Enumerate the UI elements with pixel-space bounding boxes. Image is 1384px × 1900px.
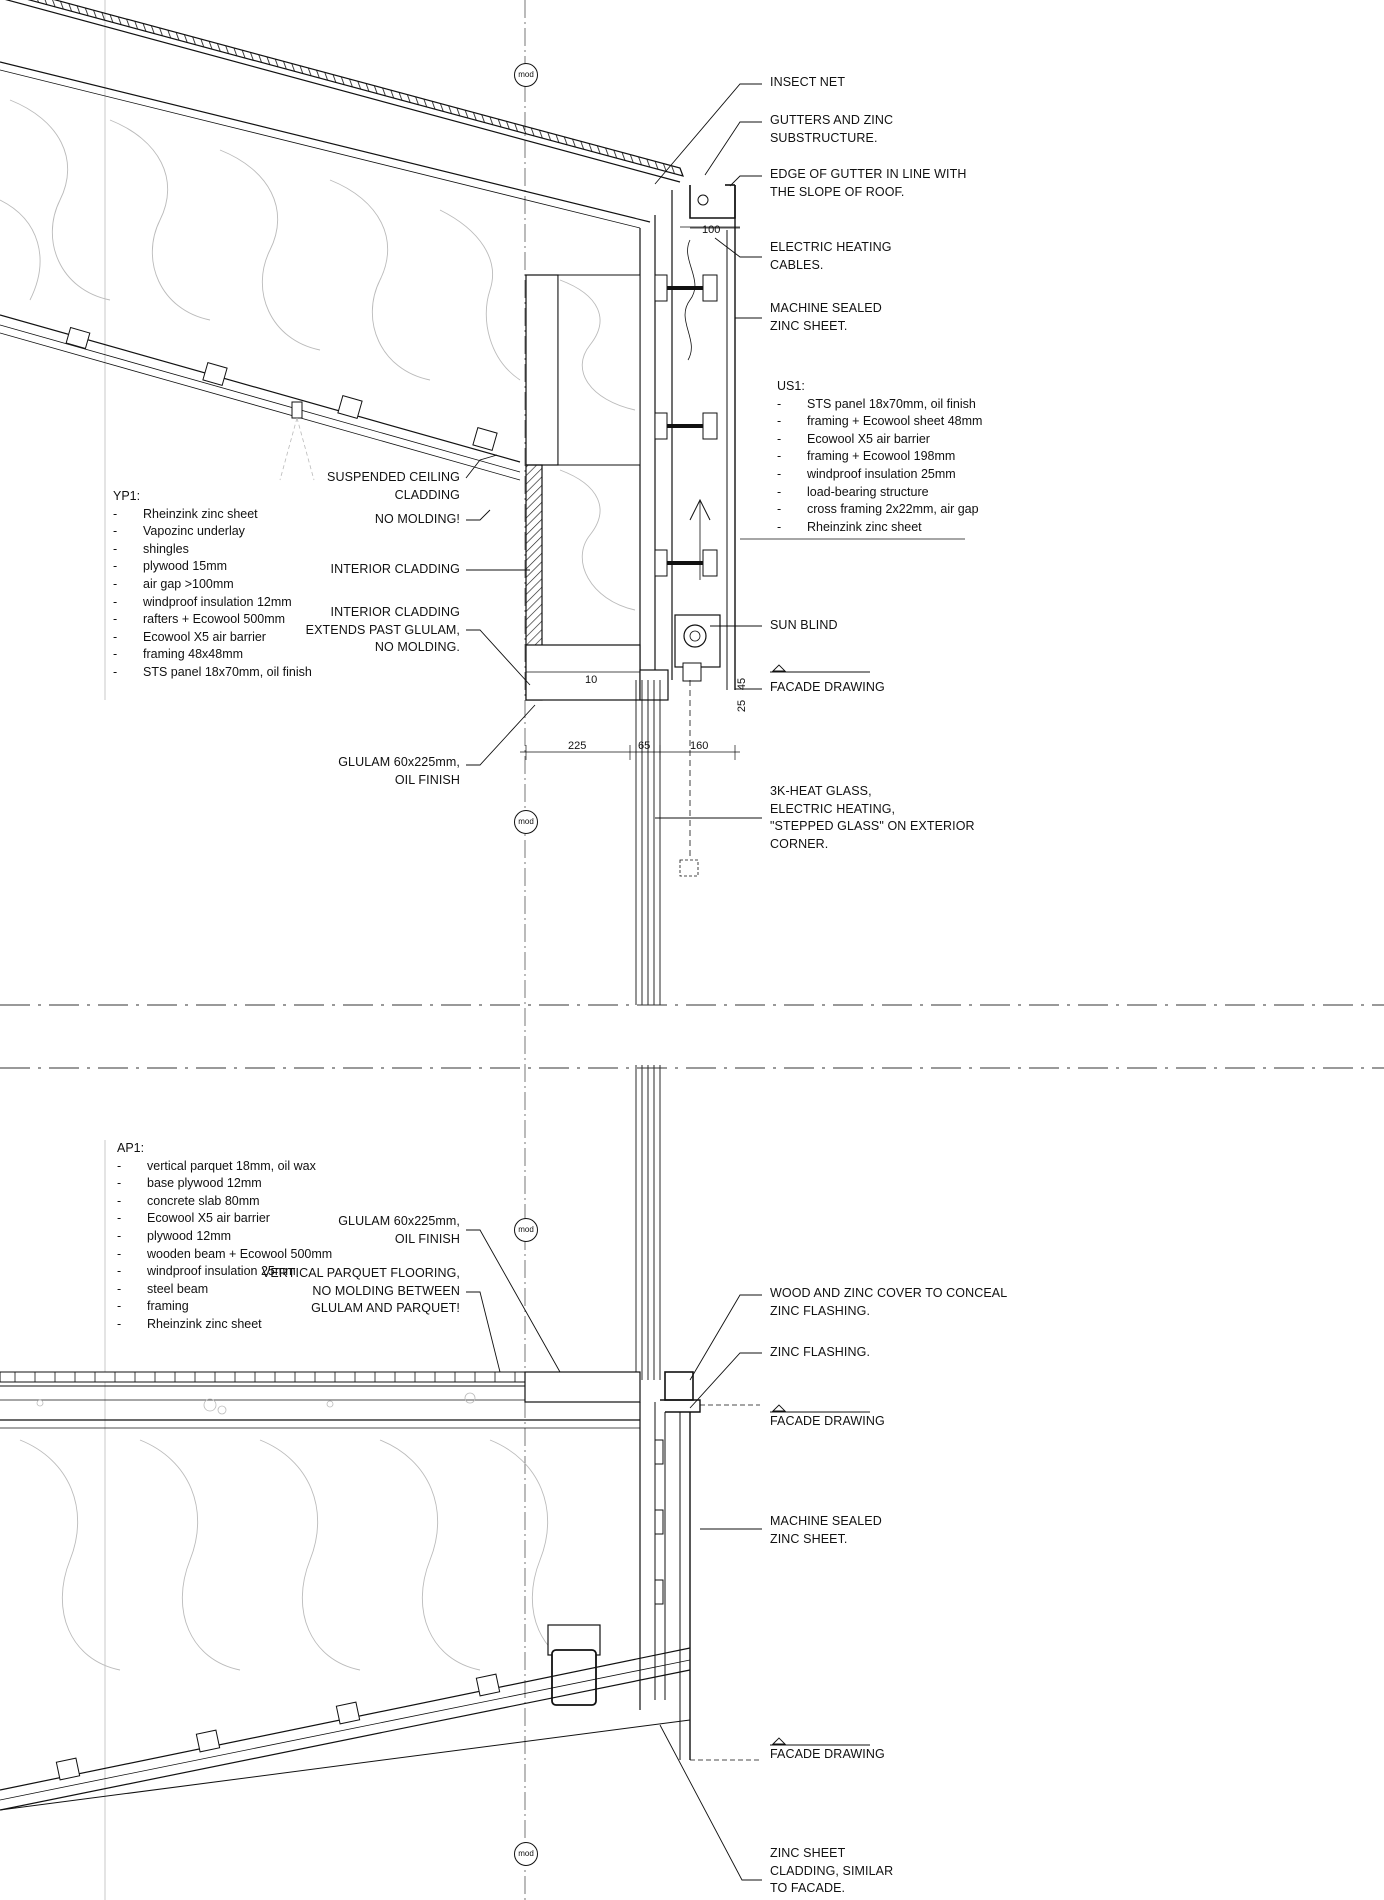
us1-spec <box>777 378 983 536</box>
dimension-gutter-100: 100 <box>702 224 721 236</box>
yp1-spec <box>113 488 312 682</box>
label-sun-blind: SUN BLIND <box>770 618 838 632</box>
dimension-65: 65 <box>638 740 651 752</box>
label-vertical-parquet: VERTICAL PARQUET FLOORING, NO MOLDING BETWEEN GLULAM AND PARQUET! <box>261 1266 460 1316</box>
list-item: - plywood 15mm <box>113 559 228 574</box>
list-item: - Rheinzink zinc sheet <box>777 519 922 534</box>
axis-marker-mod: mod <box>514 1218 538 1242</box>
dimension-10: 10 <box>585 674 598 686</box>
label-zinc-sheet-cladding: ZINC SHEET CLADDING, SIMILAR TO FACADE. <box>770 1846 894 1896</box>
list-item: - concrete slab 80mm <box>117 1193 260 1208</box>
list-item: - Vapozinc underlay <box>113 524 245 539</box>
list-item: - base plywood 12mm <box>117 1176 262 1191</box>
ap1-title: AP1: <box>117 1141 145 1155</box>
dimension-160: 160 <box>690 740 709 752</box>
label-facade-drawing-3: FACADE DRAWING <box>770 1747 885 1761</box>
us1-title: US1: <box>777 379 805 393</box>
label-wood-zinc-cover: WOOD AND ZINC COVER TO CONCEAL ZINC FLASHING. <box>770 1286 1008 1318</box>
list-item: - rafters + Ecowool 500mm <box>113 612 286 627</box>
ap1-spec <box>117 1140 333 1334</box>
list-item: - wooden beam + Ecowool 500mm <box>117 1246 333 1261</box>
label-glulam-top: GLULAM 60x225mm, OIL FINISH <box>338 755 460 787</box>
label-edge-of-gutter: EDGE OF GUTTER IN LINE WITH THE SLOPE OF ROOF. <box>770 167 967 199</box>
list-item: - air gap >100mm <box>113 576 234 591</box>
list-item: - windproof insulation 25mm <box>117 1264 296 1279</box>
label-zinc-flashing: ZINC FLASHING. <box>770 1345 871 1359</box>
label-machine-sealed-zinc-top: MACHINE SEALED ZINC SHEET. <box>770 301 882 333</box>
list-item: - STS panel 18x70mm, oil finish <box>777 396 976 411</box>
list-item: - vertical parquet 18mm, oil wax <box>117 1158 316 1173</box>
list-item: - framing + Ecowool 198mm <box>777 449 956 464</box>
axis-marker-mod: mod <box>514 63 538 87</box>
axis-marker-mod: mod <box>514 810 538 834</box>
list-item: - windproof insulation 25mm <box>777 466 956 481</box>
list-item: - Ecowool X5 air barrier <box>117 1211 270 1226</box>
label-interior-cladding: INTERIOR CLADDING <box>330 562 460 576</box>
list-item: - load-bearing structure <box>777 484 929 499</box>
label-heating-cables: ELECTRIC HEATING CABLES. <box>770 240 892 272</box>
list-item: - plywood 12mm <box>117 1228 232 1243</box>
list-item: - STS panel 18x70mm, oil finish <box>113 664 312 679</box>
label-gutters: GUTTERS AND ZINC SUBSTRUCTURE. <box>770 113 894 145</box>
axis-marker-mod: mod <box>514 1842 538 1866</box>
dimension-225: 225 <box>568 740 587 752</box>
label-glulam-bottom: GLULAM 60x225mm, OIL FINISH <box>338 1214 460 1246</box>
list-item: - steel beam <box>117 1281 209 1296</box>
yp1-title: YP1: <box>113 489 141 503</box>
label-facade-drawing-1: FACADE DRAWING <box>770 680 885 694</box>
list-item: - windproof insulation 12mm <box>113 594 292 609</box>
list-item: - framing <box>117 1299 189 1314</box>
dimension-25: 25 <box>736 699 749 713</box>
list-item: - framing + Ecowool sheet 48mm <box>777 414 983 429</box>
list-item: - Rheinzink zinc sheet <box>117 1316 262 1331</box>
list-item: - Rheinzink zinc sheet <box>113 506 258 521</box>
list-item: - Ecowool X5 air barrier <box>113 629 266 644</box>
label-heat-glass: 3K-HEAT GLASS, ELECTRIC HEATING, "STEPPED GLASS" ON EXTERIOR CORNER. <box>770 784 975 851</box>
label-insect-net: INSECT NET <box>770 75 846 89</box>
list-item: - framing 48x48mm <box>113 647 244 662</box>
list-item: - Ecowool X5 air barrier <box>777 431 930 446</box>
label-machine-sealed-zinc-bottom: MACHINE SEALED ZINC SHEET. <box>770 1514 882 1546</box>
list-item: - cross framing 2x22mm, air gap <box>777 502 979 517</box>
label-suspended-ceiling: SUSPENDED CEILING CLADDING <box>327 470 460 502</box>
dimension-45: 45 <box>736 677 749 691</box>
label-facade-drawing-2: FACADE DRAWING <box>770 1414 885 1428</box>
label-interior-cladding-extends: INTERIOR CLADDING EXTENDS PAST GLULAM, NO MOLDING. <box>305 605 460 655</box>
list-item: - shingles <box>113 541 189 556</box>
label-no-molding: NO MOLDING! <box>374 512 460 526</box>
